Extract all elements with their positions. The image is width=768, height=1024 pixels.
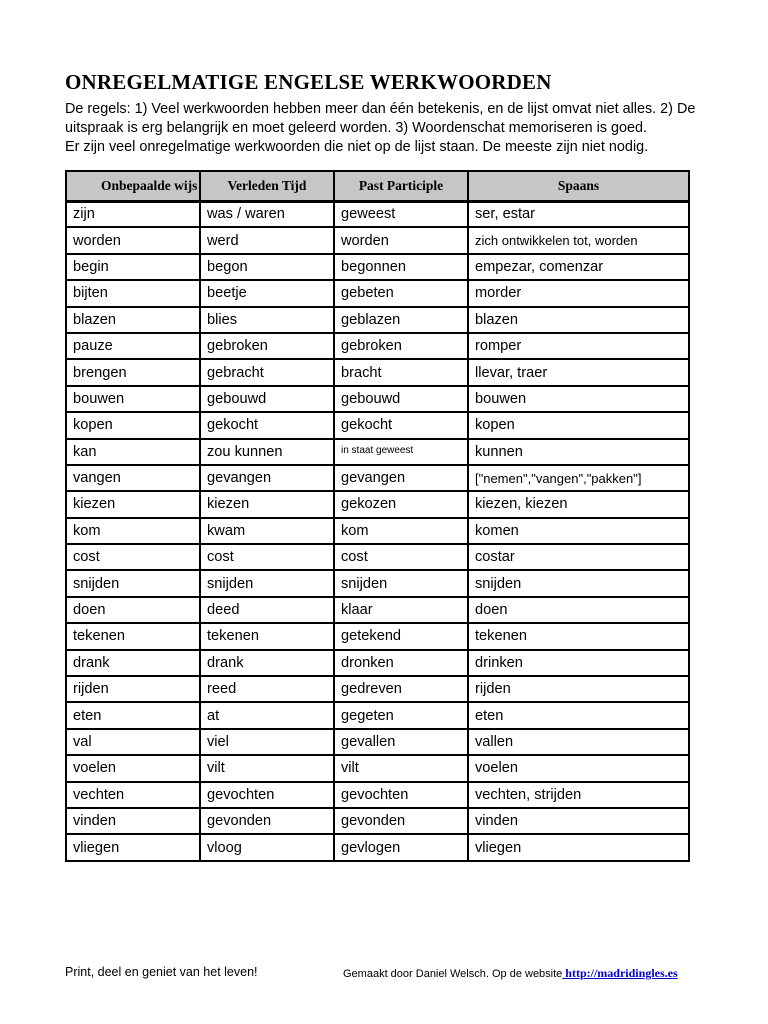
cell-past-participle: begonnen xyxy=(334,254,468,280)
cell-infinitive: tekenen xyxy=(66,623,200,649)
cell-infinitive: drank xyxy=(66,650,200,676)
table-header-row xyxy=(66,171,689,201)
cell-past-tense: beetje xyxy=(200,280,334,306)
cell-infinitive: cost xyxy=(66,544,200,570)
cell-past-participle: klaar xyxy=(334,597,468,623)
table-row xyxy=(66,755,689,781)
cell-spanish: eten xyxy=(468,702,689,728)
table-row xyxy=(66,227,689,253)
cell-past-tense: gekocht xyxy=(200,412,334,438)
table-row xyxy=(66,808,689,834)
cell-past-tense: was / waren xyxy=(200,201,334,227)
cell-infinitive: brengen xyxy=(66,359,200,385)
cell-past-participle: snijden xyxy=(334,570,468,596)
cell-past-tense: gevochten xyxy=(200,782,334,808)
cell-past-tense: reed xyxy=(200,676,334,702)
cell-spanish: romper xyxy=(468,333,689,359)
cell-past-tense: vloog xyxy=(200,834,334,860)
cell-spanish: empezar, comenzar xyxy=(468,254,689,280)
table-row xyxy=(66,359,689,385)
cell-infinitive: eten xyxy=(66,702,200,728)
cell-spanish: bouwen xyxy=(468,386,689,412)
cell-past-tense: tekenen xyxy=(200,623,334,649)
cell-past-participle: gevangen xyxy=(334,465,468,491)
cell-spanish: ["nemen","vangen","pakken"] xyxy=(468,465,689,491)
cell-infinitive: pauze xyxy=(66,333,200,359)
table-row xyxy=(66,518,689,544)
cell-spanish: vinden xyxy=(468,808,689,834)
cell-past-participle: worden xyxy=(334,227,468,253)
cell-past-tense: gevangen xyxy=(200,465,334,491)
cell-past-participle: geblazen xyxy=(334,307,468,333)
cell-past-participle: gedreven xyxy=(334,676,468,702)
cell-past-tense: werd xyxy=(200,227,334,253)
cell-past-tense: gebouwd xyxy=(200,386,334,412)
table-row xyxy=(66,439,689,465)
table-row xyxy=(66,254,689,280)
cell-past-tense: blies xyxy=(200,307,334,333)
table-row xyxy=(66,650,689,676)
cell-past-participle: gevallen xyxy=(334,729,468,755)
cell-past-participle: getekend xyxy=(334,623,468,649)
table-row xyxy=(66,333,689,359)
cell-past-tense: gebracht xyxy=(200,359,334,385)
cell-infinitive: snijden xyxy=(66,570,200,596)
table-row xyxy=(66,307,689,333)
cell-infinitive: bouwen xyxy=(66,386,200,412)
cell-spanish: komen xyxy=(468,518,689,544)
cell-past-participle: gevochten xyxy=(334,782,468,808)
cell-spanish: llevar, traer xyxy=(468,359,689,385)
table-row xyxy=(66,280,689,306)
cell-past-participle: gebroken xyxy=(334,333,468,359)
cell-past-tense: viel xyxy=(200,729,334,755)
cell-infinitive: blazen xyxy=(66,307,200,333)
cell-spanish: kopen xyxy=(468,412,689,438)
cell-infinitive: vechten xyxy=(66,782,200,808)
cell-past-tense: gevonden xyxy=(200,808,334,834)
footer-credit-text: Gemaakt door Daniel Welsch. Op de website xyxy=(343,968,563,980)
cell-past-participle: gebouwd xyxy=(334,386,468,412)
verb-table-body xyxy=(66,201,689,861)
cell-infinitive: begin xyxy=(66,254,200,280)
cell-infinitive: worden xyxy=(66,227,200,253)
cell-spanish: kunnen xyxy=(468,439,689,465)
cell-past-participle: gekocht xyxy=(334,412,468,438)
table-row xyxy=(66,570,689,596)
cell-spanish: vliegen xyxy=(468,834,689,860)
page-title: ONREGELMATIGE ENGELSE WERKWOORDEN xyxy=(65,70,552,94)
cell-spanish: costar xyxy=(468,544,689,570)
cell-spanish: blazen xyxy=(468,307,689,333)
cell-infinitive: voelen xyxy=(66,755,200,781)
cell-infinitive: zijn xyxy=(66,201,200,227)
table-row xyxy=(66,544,689,570)
cell-past-participle: gebeten xyxy=(334,280,468,306)
cell-past-tense: gebroken xyxy=(200,333,334,359)
cell-spanish: tekenen xyxy=(468,623,689,649)
intro-text xyxy=(65,100,705,157)
cell-past-tense: at xyxy=(200,702,334,728)
cell-past-participle: gevonden xyxy=(334,808,468,834)
cell-spanish: zich ontwikkelen tot, worden xyxy=(468,227,689,253)
cell-infinitive: doen xyxy=(66,597,200,623)
table-row xyxy=(66,676,689,702)
column-header-infinitive: Onbepaalde wijs xyxy=(66,171,200,201)
cell-past-participle: gevlogen xyxy=(334,834,468,860)
table-row xyxy=(66,412,689,438)
cell-infinitive: kan xyxy=(66,439,200,465)
cell-spanish: voelen xyxy=(468,755,689,781)
cell-past-tense: snijden xyxy=(200,570,334,596)
cell-past-participle: geweest xyxy=(334,201,468,227)
table-row xyxy=(66,729,689,755)
website-link[interactable]: http://madridingles.es xyxy=(562,966,678,980)
cell-spanish: drinken xyxy=(468,650,689,676)
table-row xyxy=(66,201,689,227)
cell-past-participle: gegeten xyxy=(334,702,468,728)
cell-infinitive: kopen xyxy=(66,412,200,438)
cell-past-participle: in staat geweest xyxy=(334,439,468,465)
cell-spanish: doen xyxy=(468,597,689,623)
intro-note: Er zijn veel onregelmatige werkwoorden die niet op de lijst staan. De meeste zijn niet nodig. xyxy=(65,139,649,155)
table-row xyxy=(66,597,689,623)
cell-infinitive: vliegen xyxy=(66,834,200,860)
cell-past-tense: zou kunnen xyxy=(200,439,334,465)
cell-past-participle: cost xyxy=(334,544,468,570)
cell-past-tense: deed xyxy=(200,597,334,623)
cell-infinitive: bijten xyxy=(66,280,200,306)
cell-infinitive: vangen xyxy=(66,465,200,491)
cell-spanish: vechten, strijden xyxy=(468,782,689,808)
table-row xyxy=(66,491,689,517)
table-row xyxy=(66,782,689,808)
table-row xyxy=(66,702,689,728)
cell-infinitive: rijden xyxy=(66,676,200,702)
cell-past-tense: kwam xyxy=(200,518,334,544)
table-row xyxy=(66,834,689,860)
verb-table xyxy=(65,170,690,862)
cell-past-participle: kom xyxy=(334,518,468,544)
footer-tagline: Print, deel en geniet van het leven! xyxy=(65,965,258,979)
cell-past-tense: kiezen xyxy=(200,491,334,517)
cell-past-tense: vilt xyxy=(200,755,334,781)
cell-infinitive: kom xyxy=(66,518,200,544)
cell-past-tense: drank xyxy=(200,650,334,676)
footer-credit xyxy=(343,966,678,981)
intro-rules: De regels: 1) Veel werkwoorden hebben meer dan één betekenis, en de lijst omvat niet alles. 2) De uitspraak is erg belangrijk en moet geleerd worden. 3) Woordenschat memoriseren is goed. xyxy=(65,101,696,136)
cell-spanish: morder xyxy=(468,280,689,306)
cell-past-participle: bracht xyxy=(334,359,468,385)
table-row xyxy=(66,465,689,491)
cell-spanish: kiezen, kiezen xyxy=(468,491,689,517)
column-header-past-participle: Past Participle xyxy=(334,171,468,201)
cell-infinitive: vinden xyxy=(66,808,200,834)
cell-past-participle: vilt xyxy=(334,755,468,781)
cell-infinitive: val xyxy=(66,729,200,755)
cell-spanish: snijden xyxy=(468,570,689,596)
cell-spanish: ser, estar xyxy=(468,201,689,227)
table-row xyxy=(66,386,689,412)
cell-spanish: vallen xyxy=(468,729,689,755)
table-row xyxy=(66,623,689,649)
cell-infinitive: kiezen xyxy=(66,491,200,517)
column-header-past-tense: Verleden Tijd xyxy=(200,171,334,201)
column-header-spanish: Spaans xyxy=(468,171,689,201)
cell-past-tense: cost xyxy=(200,544,334,570)
cell-past-tense: begon xyxy=(200,254,334,280)
cell-past-participle: dronken xyxy=(334,650,468,676)
cell-past-participle: gekozen xyxy=(334,491,468,517)
cell-spanish: rijden xyxy=(468,676,689,702)
